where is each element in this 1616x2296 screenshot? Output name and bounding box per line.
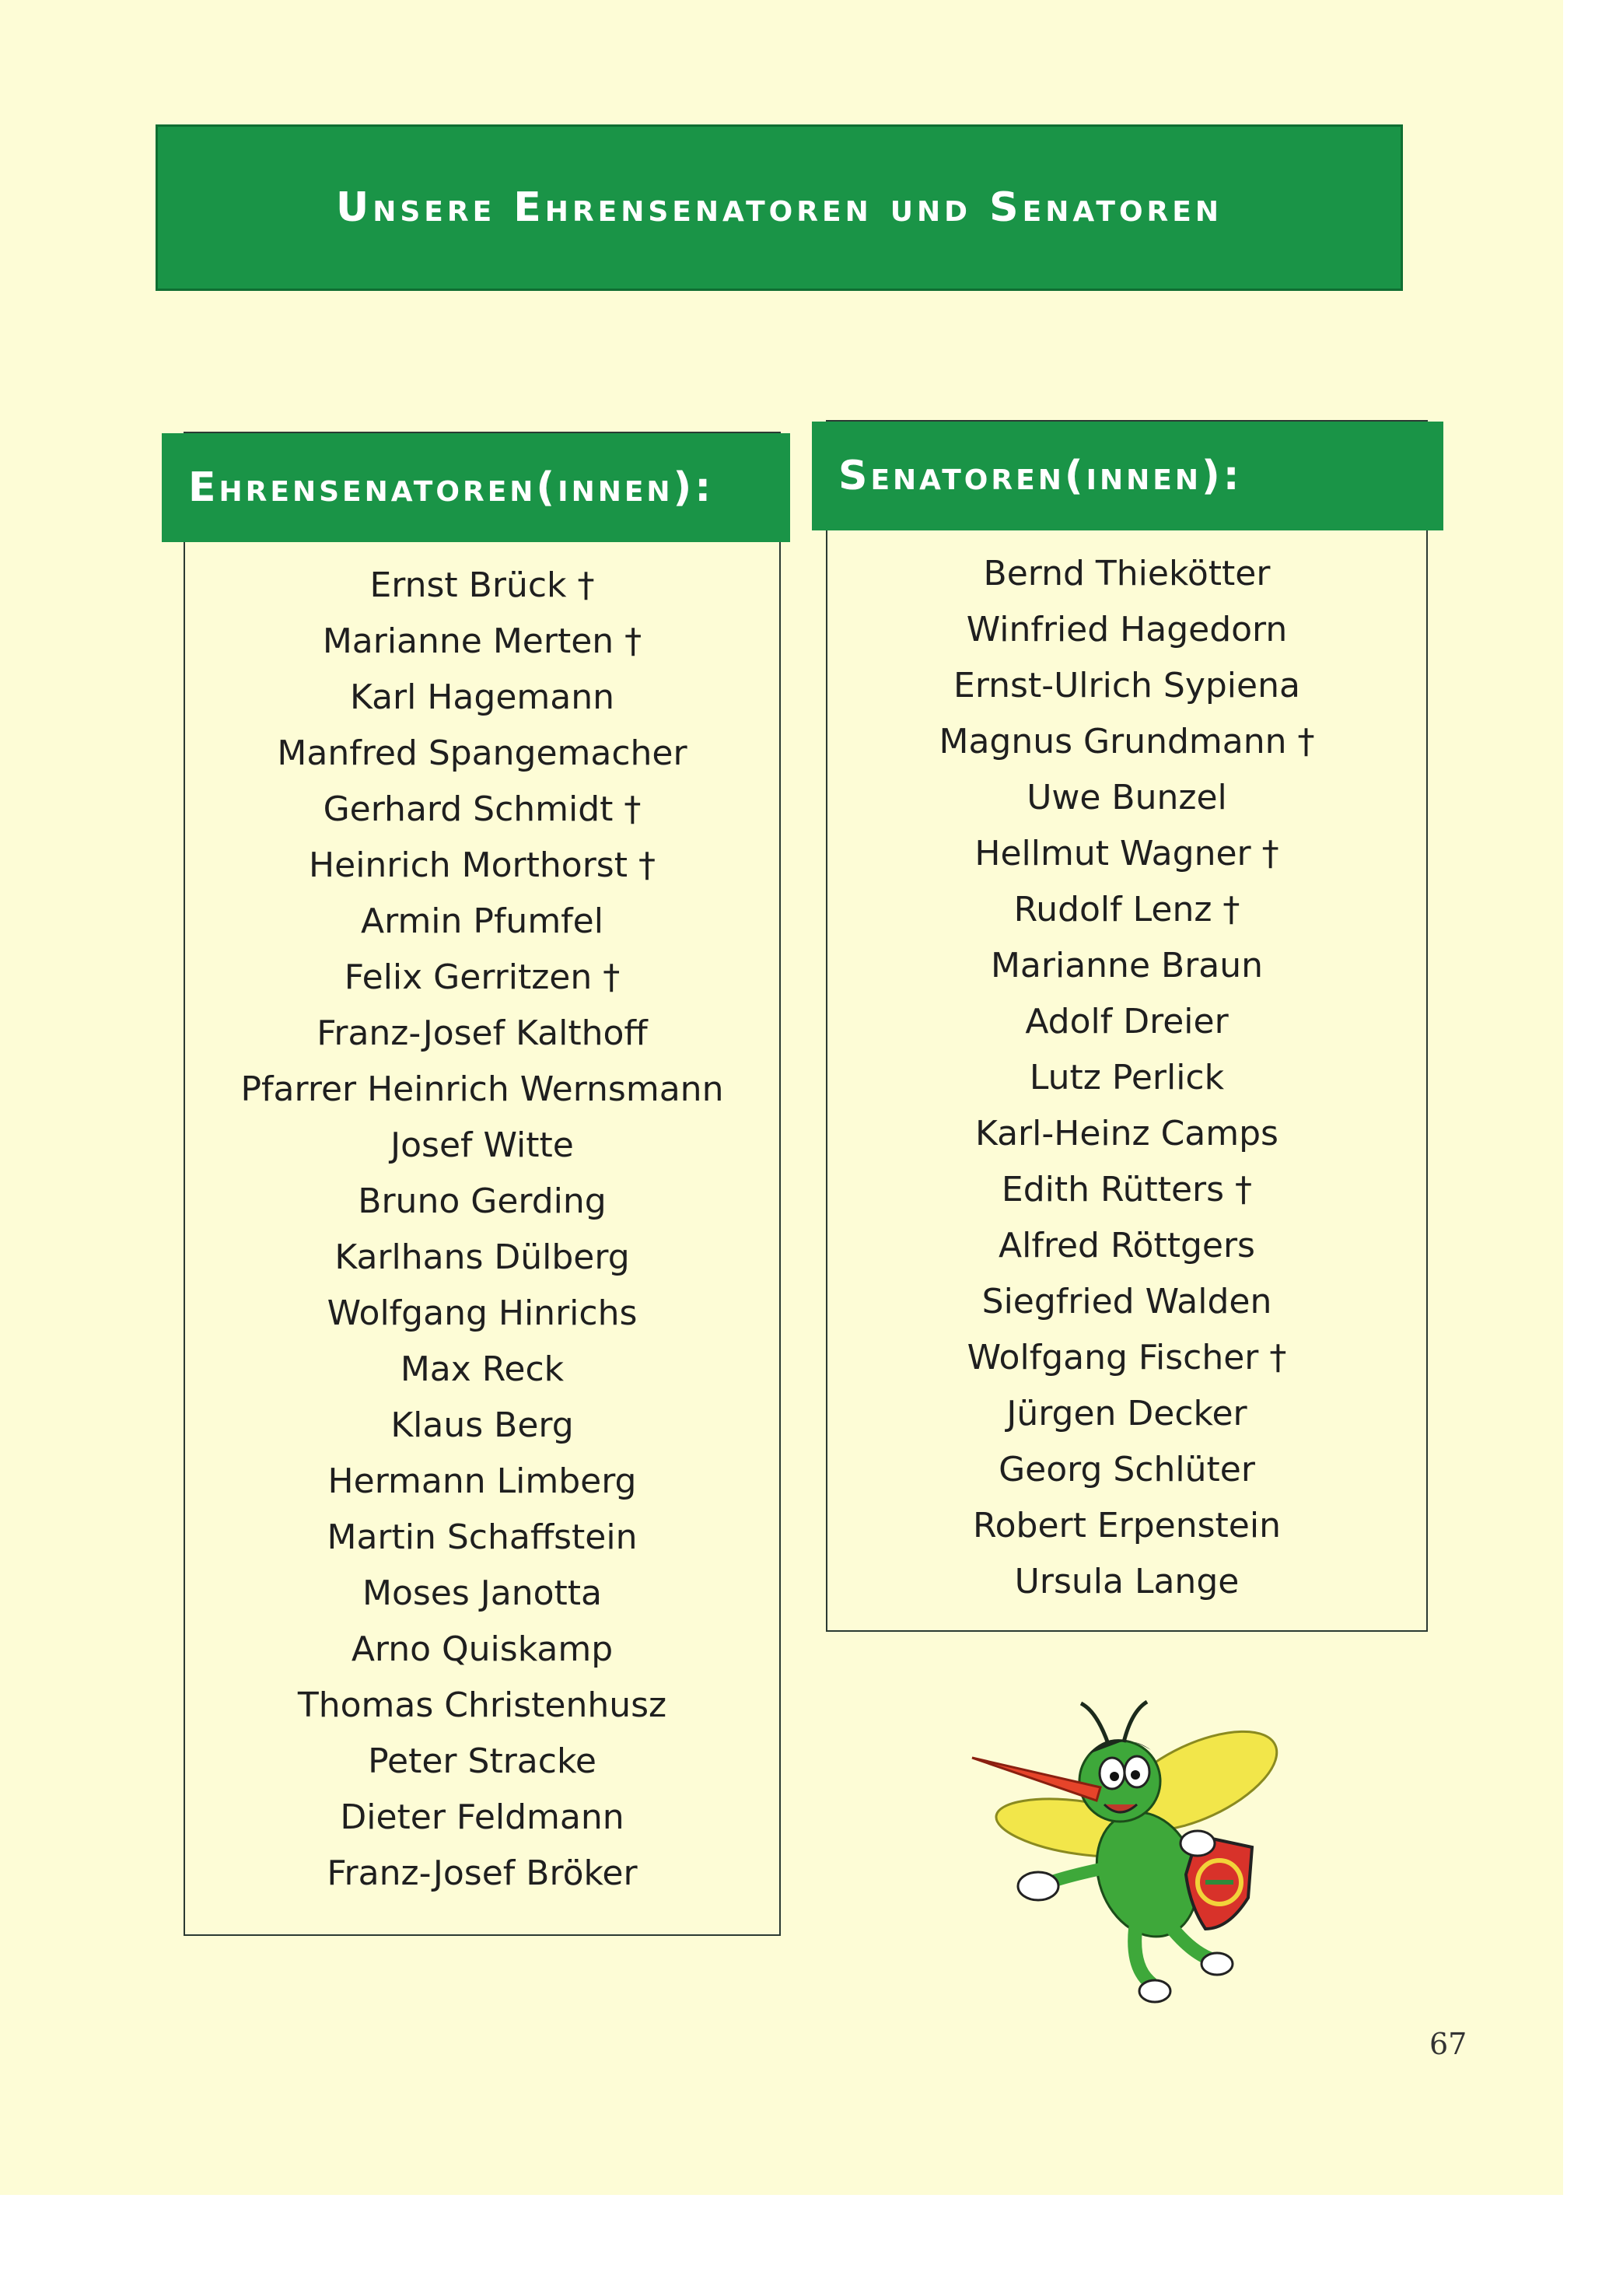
list-item: Magnus Grundmann † — [939, 722, 1315, 761]
senatoren-panel — [826, 420, 1428, 1632]
senatoren-list — [827, 546, 1426, 1610]
list-item: Marianne Merten † — [322, 621, 642, 661]
list-item: Moses Janotta — [362, 1573, 602, 1613]
list-item: Winfried Hagedorn — [966, 610, 1288, 649]
list-item: Gerhard Schmidt † — [323, 789, 642, 829]
list-item: Franz-Josef Kalthoff — [317, 1013, 648, 1053]
list-item: Robert Erpenstein — [973, 1506, 1281, 1545]
title-banner — [156, 124, 1403, 291]
list-item: Armin Pfumfel — [361, 901, 603, 941]
list-item: Ursula Lange — [1014, 1562, 1240, 1601]
list-item: Marianne Braun — [990, 946, 1264, 985]
list-item: Bruno Gerding — [358, 1181, 607, 1221]
list-item: Pfarrer Heinrich Wernsmann — [240, 1069, 724, 1109]
list-item: Wolfgang Hinrichs — [327, 1293, 638, 1333]
list-item: Arno Quiskamp — [351, 1629, 614, 1669]
list-item: Karl Hagemann — [350, 677, 614, 717]
list-item: Ernst-Ulrich Sypiena — [953, 666, 1300, 705]
ehrensenatoren-panel — [184, 432, 781, 1936]
page-title: Unsere Ehrensenatoren und Senatoren — [336, 184, 1222, 231]
list-item: Klaus Berg — [390, 1405, 574, 1445]
list-item: Heinrich Morthorst † — [309, 845, 656, 885]
mascot-illustration — [964, 1696, 1299, 2007]
ehrensenatoren-heading: Ehrensenatoren(innen): — [162, 433, 790, 542]
list-item: Felix Gerritzen † — [344, 957, 621, 997]
list-item: Ernst Brück † — [369, 565, 595, 605]
list-item: Hermann Limberg — [327, 1461, 637, 1501]
list-item: Thomas Christenhusz — [297, 1685, 667, 1725]
list-item: Edith Rütters † — [1001, 1170, 1253, 1209]
list-item: Siegfried Walden — [981, 1282, 1272, 1321]
list-item: Martin Schaffstein — [327, 1517, 638, 1557]
list-item: Uwe Bunzel — [1027, 778, 1227, 817]
list-item: Bernd Thiekötter — [983, 554, 1271, 593]
list-item: Rudolf Lenz † — [1013, 890, 1240, 929]
senatoren-heading: Senatoren(innen): — [812, 422, 1443, 530]
list-item: Hellmut Wagner † — [974, 834, 1279, 873]
list-item: Manfred Spangemacher — [277, 733, 687, 773]
list-item: Dieter Feldmann — [340, 1797, 624, 1837]
list-item: Lutz Perlick — [1029, 1058, 1225, 1097]
list-item: Jürgen Decker — [1006, 1394, 1247, 1433]
list-item: Wolfgang Fischer † — [967, 1338, 1287, 1377]
list-item: Franz-Josef Bröker — [327, 1853, 638, 1893]
list-item: Adolf Dreier — [1025, 1002, 1229, 1041]
page-number: 67 — [1429, 2027, 1467, 2061]
list-item: Karl-Heinz Camps — [975, 1114, 1278, 1153]
list-item: Karlhans Dülberg — [334, 1237, 630, 1277]
ehrensenatoren-list — [185, 558, 779, 1902]
list-item: Georg Schlüter — [999, 1450, 1255, 1489]
list-item: Max Reck — [400, 1349, 565, 1389]
list-item: Alfred Röttgers — [999, 1226, 1255, 1265]
list-item: Josef Witte — [390, 1125, 574, 1165]
list-item: Peter Stracke — [368, 1741, 596, 1781]
